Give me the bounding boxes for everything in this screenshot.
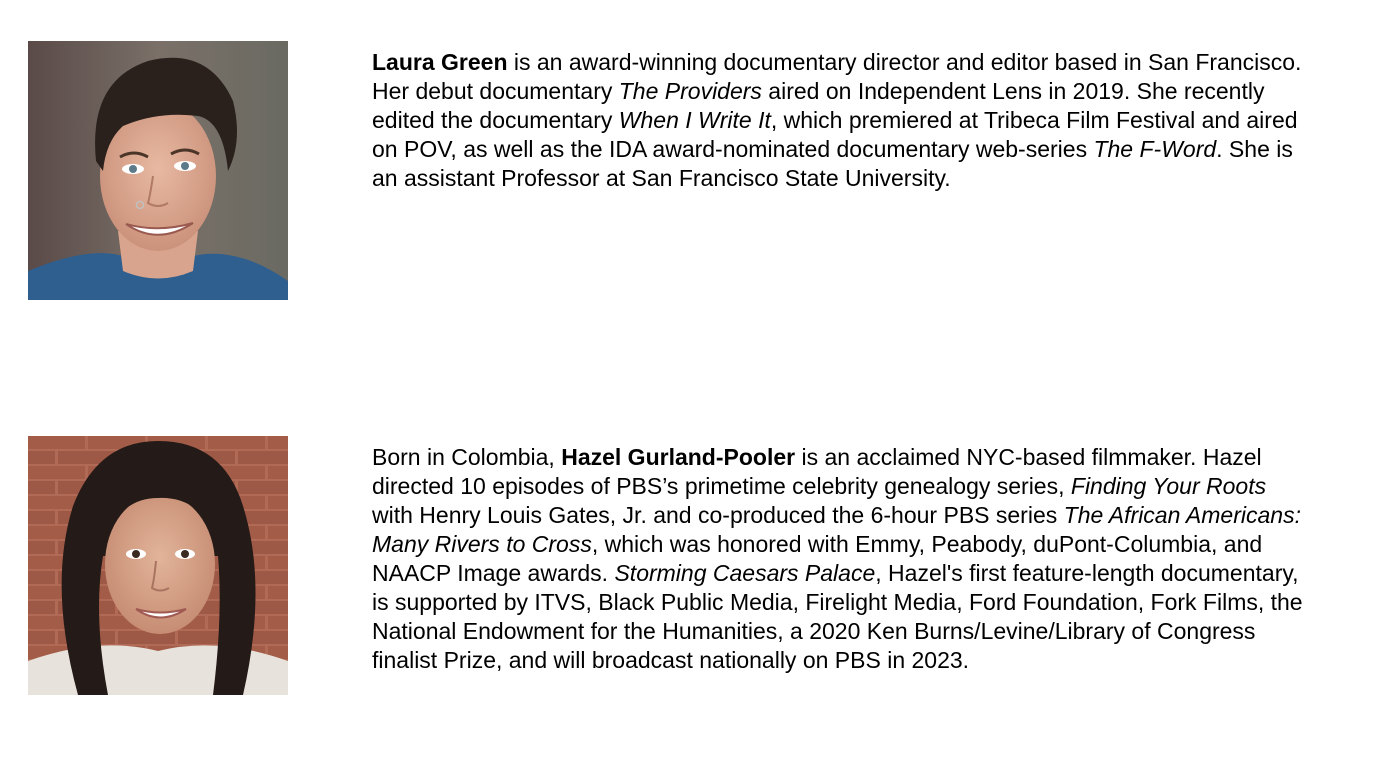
bio-text-segment: is an acclaimed NYC-based filmmaker. Hazel directed 10 episodes of PBS’s primetime celebrity genealogy series, (372, 444, 1262, 499)
film-title: The Providers (618, 78, 762, 104)
portrait-photo-laura-green (28, 41, 288, 300)
bio-text-laura-green (372, 48, 1312, 193)
bio-text-segment: , which was honored with Emmy, Peabody, duPont-Columbia, and NAACP Image awards. (372, 531, 1263, 586)
series-title: Finding Your Roots (1070, 473, 1267, 499)
film-title: Storming Caesars Palace (614, 560, 876, 586)
bio-text-segment: is an award-winning documentary director and editor based in San Francisco. Her debut documentary (372, 49, 1302, 104)
bio-text-segment: aired on Independent Lens in 2019. She recently edited the documentary (372, 78, 1265, 133)
bio-name: Laura Green (372, 49, 508, 75)
bio-text-segment: Born in Colombia, (372, 444, 562, 470)
series-title: The African Americans: Many Rivers to Cross (372, 502, 1301, 557)
portrait-photo-hazel-gurland-pooler (28, 436, 288, 695)
bio-text-segment: , Hazel's first feature-length documentary, is supported by ITVS, Black Public Media, Firelight Media, Ford Foundation, Fork Films, the National Endowment for the Humanities, a 2020 Ken Burns/Levine/Library of Congress finalist Prize, and will broadcast nationally on PBS in 2023. (372, 560, 1303, 673)
bio-name: Hazel Gurland-Pooler (561, 444, 796, 470)
film-title: The F-Word (1093, 136, 1217, 162)
film-title: When I Write It (618, 107, 771, 133)
bio-text-segment: . She is an assistant Professor at San Francisco State University. (372, 136, 1293, 191)
bio-text-segment: with Henry Louis Gates, Jr. and co-produced the 6-hour PBS series (372, 502, 1064, 528)
bio-text-hazel-gurland-pooler (372, 443, 1312, 675)
bio-text-segment: , which premiered at Tribeca Film Festival and aired on POV, as well as the IDA award-nominated documentary web-series (372, 107, 1298, 162)
